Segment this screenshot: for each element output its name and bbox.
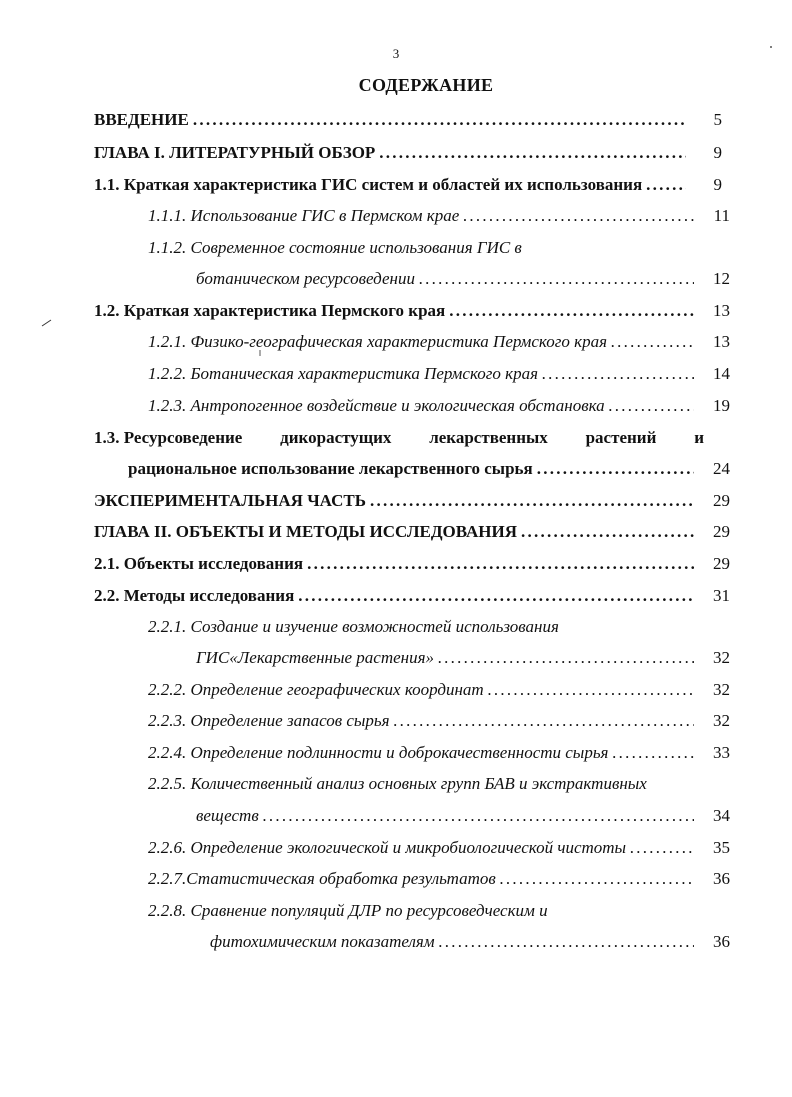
toc-entry-2-2-8-line1: 2.2.8. Сравнение популяций ДЛР по ресурсоведческим и [148,901,548,920]
toc-entry-page: 36 [713,932,730,951]
dot-leader [542,363,694,385]
toc-entry-page: 12 [713,269,730,288]
dot-leader [379,142,686,164]
toc-entry-chapter-1 [94,142,722,164]
toc-entry-page: 13 [713,301,730,320]
toc-entry-label: 1.1.1. Использование ГИС в Пермском крае [148,206,460,225]
toc-entry-page: 24 [713,459,730,478]
toc-entry-page: 32 [713,648,730,667]
toc-word: растений [585,428,657,447]
toc-entry-2-2-5 [196,805,730,827]
toc-entry-page: 11 [713,206,730,225]
toc-entry-1-3 [128,458,730,480]
dot-leader [307,553,694,575]
toc-entry-chapter-2 [94,521,730,543]
toc-entry-label: ЭКСПЕРИМЕНТАЛЬНАЯ ЧАСТЬ [94,491,366,510]
toc-entry-label: ГЛАВА I. ЛИТЕРАТУРНЫЙ ОБЗОР [94,143,376,162]
toc-entry-label: 2.1. Объекты исследования [94,554,304,573]
toc-entry-page: 13 [713,332,730,351]
toc-entry-label: ботаническом ресурсоведении [196,269,415,288]
toc-entry-page: 14 [713,364,730,383]
toc-entry-label: фитохимическим показателям [210,932,435,951]
toc-entry-page: 5 [713,110,722,129]
dot-leader [612,742,694,764]
toc-entry-2-2-2 [148,679,730,701]
dot-leader [488,679,694,701]
toc-entry-page: 36 [713,869,730,888]
toc-entry-1-3-line1 [94,427,704,449]
dot-leader [394,710,694,732]
toc-entry-page: 29 [713,522,730,541]
toc-entry-1-2 [94,300,730,322]
toc-word: дикорастущих [280,428,392,447]
toc-entry-1-2-1 [148,331,730,353]
toc-entry-2-2-5-line1: 2.2.5. Количественный анализ основных групп БАВ и экстрактивных [148,774,647,793]
dot-leader [419,268,694,290]
toc-entry-label: 2.2.3. Определение запасов сырья [148,711,390,730]
dot-leader [449,300,694,322]
scan-mark [40,318,54,328]
toc-entry-label: 1.2. Краткая характеристика Пермского края [94,301,446,320]
toc-entry-page: 29 [713,491,730,510]
toc-word: лекарственных [429,428,548,447]
toc-entry-2-2-1 [196,647,730,669]
dot-leader [630,837,694,859]
toc-entry-label: 1.2.1. Физико-географическая характеристика Пермского края [148,332,607,351]
dot-leader [370,490,694,512]
dot-leader [193,109,686,131]
toc-entry-label: 2.2. Методы исследования [94,586,295,605]
toc-entry-2-2-7 [148,868,730,890]
dot-leader [500,868,694,890]
dot-leader [646,174,686,196]
dot-leader [263,805,694,827]
toc-entry-1-1 [94,174,722,196]
toc-entry-label: 1.2.2. Ботаническая характеристика Пермского края [148,364,538,383]
toc-entry-page: 9 [713,175,722,194]
toc-entry-2-2-6 [148,837,730,859]
dot-leader [439,931,694,953]
toc-word: и [694,428,704,447]
toc-entry-2-2-8 [210,931,730,953]
toc-entry-1-1-1 [148,205,730,227]
page-number: 3 [392,46,400,61]
toc-entry-label: рациональное использование лекарственного сырья [128,459,533,478]
toc-entry-label: 2.2.6. Определение экологической и микробиологической чистоты [148,838,627,857]
toc-entry-label: ВВЕДЕНИЕ [94,110,189,129]
dot-leader [298,585,694,607]
toc-entry-label: 1.1. Краткая характеристика ГИС систем и областей их использования [94,175,643,194]
toc-entry-page: 31 [713,586,730,605]
dot-leader [463,205,694,227]
toc-entry-introduction [94,109,722,131]
toc-entry-label: ГИС«Лекарственные растения» [196,648,434,667]
toc-entry-2-1 [94,553,730,575]
toc-title: СОДЕРЖАНИЕ [358,75,494,95]
toc-entry-2-2-4 [148,742,730,764]
toc-entry-1-1-2 [196,268,730,290]
toc-word: 1.3. Ресурсоведение [94,428,243,447]
toc-entry-2-2 [94,585,730,607]
dot-leader [609,395,694,417]
toc-entry-label: веществ [196,806,259,825]
toc-entry-label: 1.2.3. Антропогенное воздействие и экологическая обстановка [148,396,605,415]
toc-entry-page: 32 [713,711,730,730]
toc-entry-2-2-1-line1: 2.2.1. Создание и изучение возможностей использования [148,617,559,636]
dot-leader [537,458,694,480]
toc-entry-1-1-2-line1: 1.1.2. Современное состояние использования ГИС в [148,238,522,257]
toc-entry-1-2-2 [148,363,730,385]
dot-leader [438,647,694,669]
toc-entry-page: 9 [713,143,722,162]
toc-entry-page: 33 [713,743,730,762]
toc-entry-label: ГЛАВА II. ОБЪЕКТЫ И МЕТОДЫ ИССЛЕДОВАНИЯ [94,522,518,541]
toc-entry-label: 2.2.4. Определение подлинности и доброкачественности сырья [148,743,609,762]
toc-entry-page: 34 [713,806,730,825]
toc-entry-1-2-3 [148,395,730,417]
toc-entry-experimental [94,490,730,512]
toc-entry-page: 19 [713,396,730,415]
scan-mark [768,44,774,50]
scan-mark [258,350,262,358]
toc-entry-page: 29 [713,554,730,573]
toc-entry-label: 2.2.2. Определение географических координат [148,680,484,699]
toc-entry-page: 35 [713,838,730,857]
dot-leader [521,521,694,543]
dot-leader [611,331,694,353]
toc-entry-page: 32 [713,680,730,699]
toc-entry-2-2-3 [148,710,730,732]
toc-entry-label: 2.2.7.Статистическая обработка результатов [148,869,496,888]
